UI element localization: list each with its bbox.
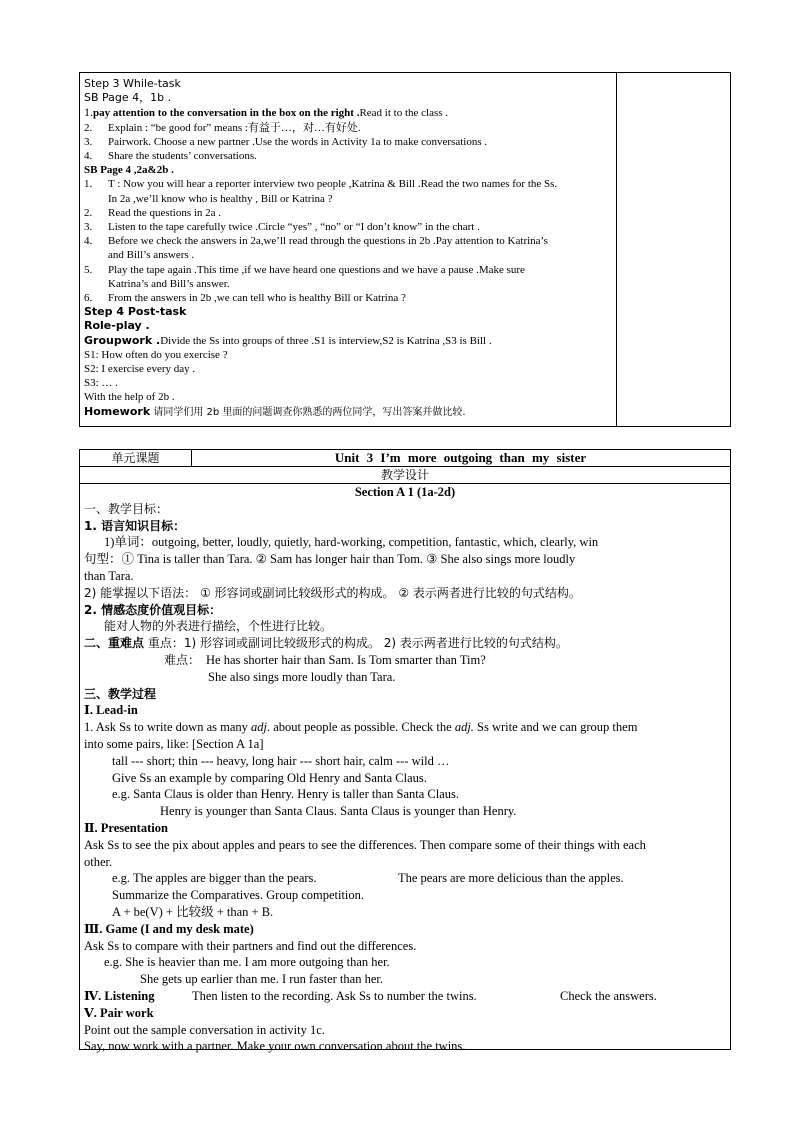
sentences-line-cont: than Tara. — [84, 568, 134, 583]
list2-item-5 — [84, 263, 612, 277]
pres-line-1: Ask Ss to see the pix about apples and pears to see the differences. Then compare some of their things with each — [84, 837, 646, 852]
help-note: With the help of 2b . — [84, 391, 175, 404]
item-3 — [84, 135, 612, 149]
item-4-text: Share the students’ conversations. — [108, 150, 257, 163]
list2-num: 3. — [84, 221, 93, 234]
pair-line-1: Point out the sample conversation in activity 1c. — [84, 1022, 325, 1037]
step4-title: Step 4 Post-task — [84, 305, 187, 319]
list2-line: T : Now you will hear a reporter interview two people ,Katrina & Bill .Read the two names for the Ss. — [108, 178, 558, 191]
lead-adj: adj — [251, 720, 267, 735]
lead-adj: adj. — [454, 720, 474, 735]
unit-label: 单元课题 — [80, 450, 192, 466]
vocab-line: 1)单词：outgoing, better, loudly, quietly, hard-working, competition, fantastic, which, clearly, win — [104, 535, 599, 550]
emotion-text: 能对人物的外表进行描绘，个性进行比较。 — [104, 619, 333, 634]
list2-item-4-cont: and Bill’s answers . — [108, 249, 195, 262]
pres-line-3 — [84, 870, 726, 887]
emotion-heading: 2. 情感态度价值观目标： — [84, 602, 222, 617]
sb-page-1b: SB Page 4，1b . — [84, 91, 172, 105]
groupwork-label: Groupwork . — [84, 333, 161, 347]
dialog-s1: S1: How often do you exercise ? — [84, 348, 228, 361]
difficulty-line — [84, 652, 726, 669]
lead-text: 1. Ask Ss to write down as many — [84, 720, 252, 735]
pres-example-a: e.g. The apples are bigger than the pears. — [112, 871, 317, 886]
section-title: Section A 1 (1a-2d) — [354, 485, 456, 499]
lang-heading: 1. 语言知识目标： — [84, 518, 186, 533]
column-divider — [616, 73, 617, 426]
homework-text: 请同学们用 2b 里面的问题调查你熟悉的两位同学，写出答案并做比较. — [150, 406, 466, 418]
key-heading: 二、重难点 — [84, 636, 145, 651]
lesson-plan-table-2 — [79, 449, 731, 1054]
game-heading: Ⅲ. Game (I and my desk mate) — [84, 921, 254, 936]
presentation-heading: Ⅱ. Presentation — [84, 820, 168, 835]
process-heading: 三、教学过程 — [84, 686, 157, 701]
list2-item-1 — [84, 177, 612, 191]
listening-check: Check the answers. — [560, 988, 657, 1003]
groupwork-text: Divide the Ss into groups of three .S1 is interview,S2 is Katrina ,S3 is Bill . — [160, 334, 492, 347]
item-2-text: Explain : “be good for” means :有益于…，对…有好处. — [108, 121, 361, 134]
pres-line-4: Summarize the Comparatives. Group competition. — [112, 888, 365, 903]
lead-line-5: e.g. Santa Claus is older than Henry. Henry is taller than Santa Claus. — [112, 787, 460, 802]
difficulty-label: 难点： — [164, 652, 201, 667]
lead-line-3: tall --- short; thin --- heavy, long hair --- short hair, calm --- wild … — [112, 753, 450, 768]
goals-heading: 一、教学目标： — [84, 501, 169, 516]
list2-line: Read the questions in 2a . — [108, 206, 222, 219]
difficulty-a: He has shorter hair than Sam. Is Tom smarter than Tim? — [206, 652, 486, 667]
sentences-line: 句型：① Tina is taller than Tara. ② Sam has longer hair than Tom. ③ She also sings more loudly — [84, 552, 576, 567]
game-line-3: She gets up earlier than me. I run faster than her. — [140, 972, 383, 987]
grammar-line: 2) 能掌握以下语法： ① 形容词或副词比较级形式的构成。 ② 表示两者进行比较的句式结构。 — [84, 585, 581, 600]
dialog-s2: S2: I exercise every day . — [84, 363, 196, 376]
listening-heading: Ⅳ. Listening — [84, 988, 155, 1003]
listening-line — [84, 988, 726, 1005]
lead-text: . about people as possible. Check the — [267, 720, 455, 735]
list2-item-1-cont: In 2a ,we’ll know who is healthy , Bill or Katrina ? — [108, 192, 333, 205]
item-3-text: Pairwork. Choose a new partner .Use the words in Activity 1a to make conversations . — [108, 135, 488, 148]
key-points — [84, 635, 726, 652]
role-play-label: Role-play . — [84, 319, 150, 333]
item-4 — [84, 149, 612, 163]
item-1-bold: pay attention to the conversation in the box on the right . — [93, 107, 360, 120]
item-2 — [84, 121, 612, 135]
unit-title: Unit 3 I’m more outgoing than my sister — [334, 450, 587, 465]
list2-num: 4. — [84, 235, 93, 248]
lead-line-1 — [84, 719, 726, 736]
lead-heading: Ⅰ. Lead-in — [84, 703, 138, 718]
item-1-num: 1. — [84, 105, 93, 120]
list2-item-6 — [84, 291, 612, 305]
design-label: 教学设计 — [80, 467, 730, 484]
lesson-plan-table-1 — [79, 72, 731, 427]
homework-label: Homework — [84, 404, 151, 418]
dialog-s3: S3: … . — [84, 377, 118, 390]
list2-item-4 — [84, 234, 612, 248]
item-2-num: 2. — [84, 121, 93, 134]
list2-item-5-cont: Katrina’s and Bill’s answer. — [108, 277, 230, 290]
item-1 — [84, 105, 612, 120]
game-line-2: e.g. She is heavier than me. I am more outgoing than her. — [104, 955, 390, 970]
lead-line-2: into some pairs, like: [Section A 1a] — [84, 736, 264, 751]
list2-num: 1. — [84, 178, 93, 191]
lead-line-6: Henry is younger than Santa Claus. Santa Claus is younger than Henry. — [160, 804, 517, 819]
unit-row — [80, 450, 730, 467]
key-text: 重点：1) 形容词或副词比较级形式的构成。 2) 表示两者进行比较的句式结构。 — [144, 636, 568, 651]
list2-line: From the answers in 2b ,we can tell who is healthy Bill or Katrina ? — [108, 292, 406, 305]
pair-work-heading: Ⅴ. Pair work — [84, 1005, 154, 1020]
list2-num: 5. — [84, 263, 93, 276]
pair-line-2: Say, now work with a partner. Make your own conversation about the twins. — [84, 1039, 466, 1054]
groupwork — [84, 334, 612, 348]
difficulty-b: She also sings more loudly than Tara. — [208, 669, 396, 684]
pres-formula: A + be(V) + 比较级 + than + B. — [112, 904, 274, 919]
list2-num: 6. — [84, 292, 93, 305]
sb-page-2a2b: SB Page 4 ,2a&2b . — [84, 164, 174, 177]
table-2-content — [84, 484, 726, 1055]
listening-text: Then listen to the recording. Ask Ss to number the twins. — [192, 988, 477, 1003]
list2-item-2 — [84, 206, 612, 220]
list2-line: Before we check the answers in 2a,we’ll read through the questions in 2b .Pay attention to Katrina’s — [108, 235, 548, 248]
table-1-content — [84, 77, 612, 420]
item-3-num: 3. — [84, 135, 93, 148]
list2-num: 2. — [84, 206, 93, 219]
pres-line-2: other. — [84, 854, 113, 869]
homework — [84, 405, 612, 420]
list2-line: Play the tape again .This time ,if we have heard one questions and we have a pause .Make sure — [108, 263, 525, 276]
item-4-num: 4. — [84, 150, 93, 163]
lead-line-4: Give Ss an example by comparing Old Henry and Santa Claus. — [112, 770, 427, 785]
list2-item-3 — [84, 220, 612, 234]
item-1-rest: Read it to the class . — [359, 107, 449, 120]
lead-text: Ss write and we can group them — [473, 720, 638, 735]
game-line-1: Ask Ss to compare with their partners and find out the differences. — [84, 938, 417, 953]
pres-example-b: The pears are more delicious than the apples. — [398, 871, 624, 886]
step3-title: Step 3 While-task — [84, 77, 181, 90]
list2-line: Listen to the tape carefully twice .Circle “yes” , “no” or “I don’t know” in the chart . — [108, 221, 480, 234]
